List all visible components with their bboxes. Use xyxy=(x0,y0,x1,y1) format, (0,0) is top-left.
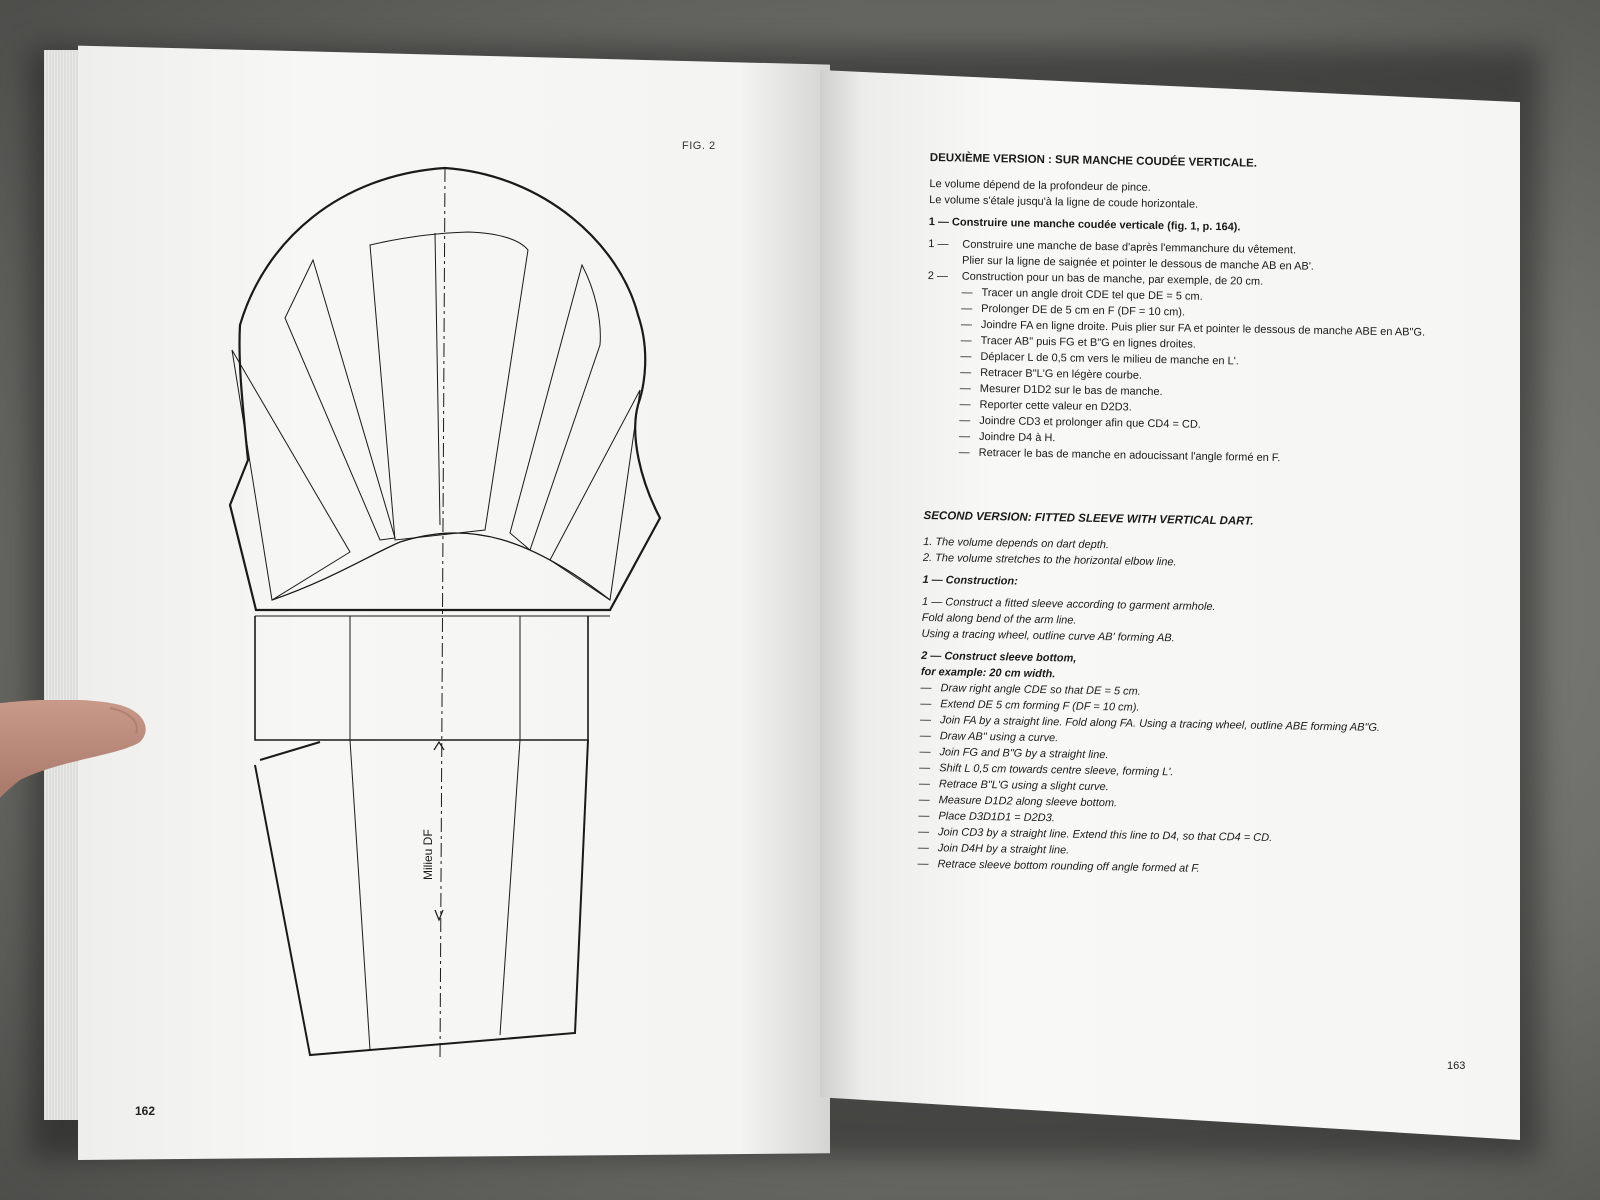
english-step2-title: 2 — Construct sleeve bottom, xyxy=(921,649,1077,665)
list-item: — Place D3D1D1 = D2D3. xyxy=(918,809,1055,825)
english-section xyxy=(917,508,1463,881)
english-intro-2: 2. The volume stretches to the horizontal elbow line. xyxy=(922,551,1177,569)
sleeve-pattern-drawing xyxy=(210,160,690,1100)
instruction-text xyxy=(917,150,1470,881)
list-item: — Extend DE 5 cm forming F (DF = 10 cm). xyxy=(920,697,1140,714)
list-item: — Join CD3 by a straight line. Extend this line to D4, so that CD4 = CD. xyxy=(917,825,1273,845)
english-list xyxy=(917,680,1460,881)
french-step1: 1 — Construire une manche de base d'après l'emmanchure du vêtement. Plier sur la ligne de saignée et pointer le dessous de manche AB en AB'. xyxy=(928,237,1315,273)
list-item: — Joindre CD3 et prolonger afin que CD4 = CD. xyxy=(959,414,1202,431)
list-item: — Reporter cette valeur en D2D3. xyxy=(959,398,1132,414)
center-axis xyxy=(440,168,445,1060)
english-step1-line: Fold along bend of the arm line. xyxy=(921,611,1077,627)
list-item: — Déplacer L de 0,5 cm vers le milieu de manche en L'. xyxy=(960,350,1239,368)
list-item: — Join FA by a straight line. Fold along FA. Using a tracing wheel, outline ABE forming AB"G. xyxy=(919,713,1381,734)
middle-band xyxy=(255,616,588,740)
english-heading: SECOND VERSION: FITTED SLEEVE WITH VERTICAL DART. xyxy=(923,509,1254,528)
list-item: — Prolonger DE de 5 cm en F (DF = 10 cm). xyxy=(961,302,1186,319)
list-item: — Draw right angle CDE so that DE = 5 cm. xyxy=(920,681,1141,698)
list-item: — Tracer AB" puis FG et B"G en lignes droites. xyxy=(960,334,1197,351)
axis-arrow-icon xyxy=(435,910,443,920)
french-heading: DEUXIÈME VERSION : SUR MANCHE COUDÉE VERTICALE. xyxy=(929,151,1258,170)
sleeve-cap-outline xyxy=(230,168,660,610)
french-step2: 2 — Construction pour un bas de manche, par exemple, de 20 cm. xyxy=(927,269,1264,288)
page-number-right: 163 xyxy=(1447,1060,1466,1072)
list-item: — Draw AB" using a curve. xyxy=(919,729,1059,745)
english-step1-line: Using a tracing wheel, outline curve AB' forming AB. xyxy=(921,627,1175,645)
french-intro-2: Le volume s'étale jusqu'à la ligne de coude horizontale. xyxy=(929,193,1199,211)
list-item: — Retracer le bas de manche en adoucissant l'angle formé en F. xyxy=(958,446,1281,465)
english-construction: 1 — Construction: xyxy=(922,573,1018,588)
page-number-left: 162 xyxy=(135,1104,156,1118)
english-intro-1: 1. The volume depends on dart depth. xyxy=(923,535,1110,552)
list-item: — Retrace sleeve bottom rounding off angle formed at F. xyxy=(917,857,1200,875)
list-item: — Join D4H by a straight line. xyxy=(917,841,1070,857)
list-item: — Join FG and B"G by a straight line. xyxy=(919,745,1109,762)
axis-label: Milieu DF xyxy=(421,829,435,880)
list-item: — Mesurer D1D2 sur le bas de manche. xyxy=(959,382,1163,399)
figure-label: FIG. 2 xyxy=(682,140,716,152)
list-item: — Retracer B"L'G en légère courbe. xyxy=(960,366,1143,382)
list-item: — Measure D1D2 along sleeve bottom. xyxy=(918,793,1118,810)
lower-sleeve-outline xyxy=(255,740,588,1055)
english-step1-line: 1 — Construct a fitted sleeve according to garment armhole. xyxy=(922,595,1216,614)
french-list xyxy=(925,284,1468,469)
list-item: — Retrace B"L'G using a slight curve. xyxy=(918,777,1109,794)
hand-holding-book xyxy=(0,700,150,850)
list-item: — Joindre D4 à H. xyxy=(958,430,1056,445)
french-intro-1: Le volume dépend de la profondeur de pince. xyxy=(929,177,1151,194)
english-step2-sub: for example: 20 cm width. xyxy=(920,665,1056,681)
list-item: — Tracer un angle droit CDE tel que DE = 5 cm. xyxy=(961,286,1203,303)
french-step1-title: 1 — Construire une manche coudée verticale (fig. 1, p. 164). xyxy=(928,215,1241,234)
list-item: — Joindre FA en ligne droite. Puis plier sur FA et pointer le dessous de manche ABE en AB"G. xyxy=(960,318,1426,339)
list-item: — Shift L 0,5 cm towards centre sleeve, forming L'. xyxy=(919,761,1174,779)
